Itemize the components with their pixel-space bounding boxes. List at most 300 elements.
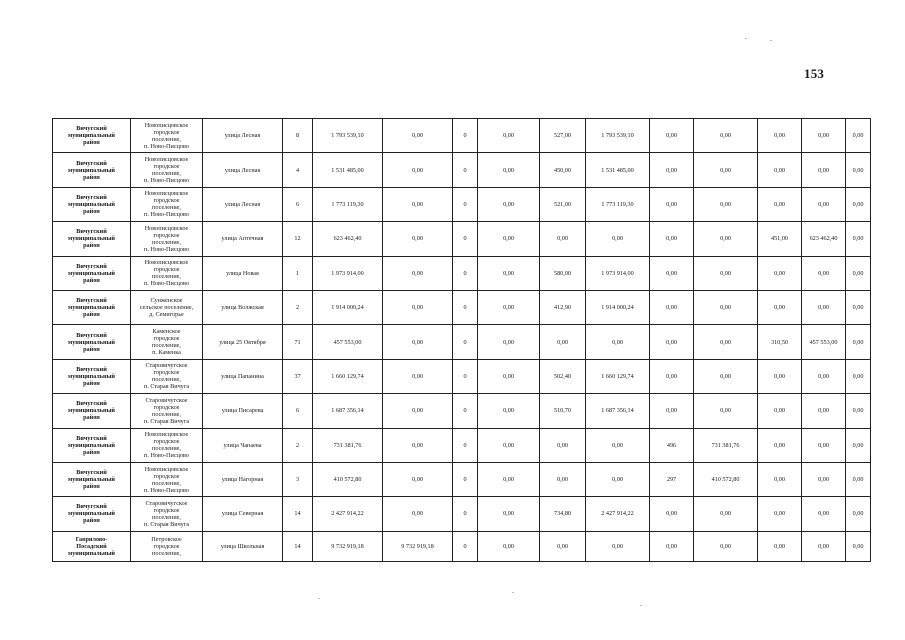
value-cell-c3: 0 (453, 290, 478, 324)
house-number-cell: 1 (283, 256, 313, 290)
street-cell: улица Аптечная (203, 222, 283, 256)
settlement-line: Старовичугское (145, 499, 188, 507)
page-number: 153 (804, 66, 825, 81)
district-line: муниципальный (68, 132, 115, 140)
district-cell (53, 222, 131, 256)
street-cell: улица Писарева (203, 394, 283, 428)
settlement-line: городское (153, 438, 180, 446)
district-line: Гаврилово- (75, 535, 108, 543)
house-number-cell: 4 (283, 153, 313, 187)
value-cell-c4: 0,00 (478, 394, 540, 428)
value-cell-c3: 0 (453, 119, 478, 153)
value-cell-c8: 0,00 (694, 497, 758, 531)
district-line: район (83, 483, 100, 491)
value-cell-c7: 297 (650, 462, 694, 496)
value-cell-c6: 1 793 539,10 (586, 119, 650, 153)
value-cell-c8: 0,00 (694, 531, 758, 561)
value-cell-c2: 0,00 (383, 256, 453, 290)
table-row (53, 290, 871, 324)
scan-speck (512, 592, 514, 593)
register-table (52, 118, 871, 562)
settlement-line: Петровское (151, 535, 182, 543)
value-cell-c11: 0,00 (846, 531, 871, 561)
table-row (53, 359, 871, 393)
value-cell-c8: 0,00 (694, 394, 758, 428)
district-line: район (83, 517, 100, 525)
house-number-cell: 14 (283, 531, 313, 561)
settlement-line: п. Каменка (152, 349, 181, 357)
scan-speck (770, 40, 772, 41)
value-cell-c10: 0,00 (802, 462, 846, 496)
value-cell-c1: 1 660 129,74 (313, 359, 383, 393)
settlement-line: городское (153, 266, 180, 274)
value-cell-c6: 1 660 129,74 (586, 359, 650, 393)
settlement-line: поселение, (152, 513, 181, 521)
value-cell-c3: 0 (453, 428, 478, 462)
value-cell-c2: 0,00 (383, 462, 453, 496)
value-cell-c1: 410 572,80 (313, 462, 383, 496)
settlement-line: городское (153, 335, 180, 343)
district-line: район (83, 242, 100, 250)
value-cell-c4: 0,00 (478, 153, 540, 187)
value-cell-c5: 521,00 (540, 187, 586, 221)
table-row (53, 222, 871, 256)
settlement-line: поселение, (152, 376, 181, 384)
value-cell-c8: 0,00 (694, 119, 758, 153)
value-cell-c11: 0,00 (846, 256, 871, 290)
street-cell: улица Школьная (203, 531, 283, 561)
settlement-line: д. Семигорье (149, 311, 184, 319)
district-line: муниципальный (68, 372, 115, 380)
value-cell-c10: 0,00 (802, 290, 846, 324)
value-cell-c10: 0,00 (802, 394, 846, 428)
value-cell-c11: 0,00 (846, 290, 871, 324)
value-cell-c6: 2 427 914,22 (586, 497, 650, 531)
value-cell-c1: 457 553,00 (313, 325, 383, 359)
settlement-line: Новописцовское (144, 156, 189, 164)
district-line: Вичугский (76, 159, 107, 167)
value-cell-c5: 450,00 (540, 153, 586, 187)
house-number-cell: 6 (283, 187, 313, 221)
value-cell-c4: 0,00 (478, 222, 540, 256)
value-cell-c9: 0,00 (758, 428, 802, 462)
value-cell-c11: 0,00 (846, 119, 871, 153)
value-cell-c11: 0,00 (846, 153, 871, 187)
table-row (53, 256, 871, 290)
value-cell-c9: 0,00 (758, 394, 802, 428)
value-cell-c6: 1 914 000,24 (586, 290, 650, 324)
district-line: Посадский (76, 542, 107, 550)
district-cell (53, 462, 131, 496)
value-cell-c6: 0,00 (586, 325, 650, 359)
settlement-line: поселение, (152, 135, 181, 143)
value-cell-c9: 0,00 (758, 290, 802, 324)
value-cell-c5: 412,90 (540, 290, 586, 324)
district-line: Вичугский (76, 365, 107, 373)
value-cell-c1: 1 973 914,00 (313, 256, 383, 290)
value-cell-c7: 496 (650, 428, 694, 462)
value-cell-c10: 0,00 (802, 359, 846, 393)
settlement-line: городское (153, 231, 180, 239)
settlement-line: поселение, (152, 549, 181, 557)
district-cell (53, 119, 131, 153)
district-line: муниципальный (68, 200, 115, 208)
settlement-line: поселение, (152, 445, 181, 453)
district-line: Вичугский (76, 297, 107, 305)
district-line: район (83, 311, 100, 319)
settlement-line: п. Старая Вичуга (143, 417, 190, 425)
settlement-line: городское (153, 472, 180, 480)
value-cell-c10: 0,00 (802, 531, 846, 561)
value-cell-c6: 0,00 (586, 531, 650, 561)
value-cell-c8: 410 572,80 (694, 462, 758, 496)
settlement-cell (131, 187, 203, 221)
value-cell-c8: 0,00 (694, 222, 758, 256)
settlement-line: Старовичугское (145, 362, 188, 370)
value-cell-c5: 527,00 (540, 119, 586, 153)
value-cell-c6: 0,00 (586, 462, 650, 496)
street-cell: улица Лесная (203, 119, 283, 153)
table-row (53, 531, 871, 561)
settlement-line: городское (153, 506, 180, 514)
settlement-cell (131, 359, 203, 393)
settlement-line: городское (153, 128, 180, 136)
settlement-cell (131, 325, 203, 359)
street-cell: улица Чапаева (203, 428, 283, 462)
district-line: Вичугский (76, 262, 107, 270)
value-cell-c10: 0,00 (802, 256, 846, 290)
settlement-line: поселение, (152, 204, 181, 212)
value-cell-c2: 0,00 (383, 325, 453, 359)
value-cell-c2: 0,00 (383, 290, 453, 324)
value-cell-c1: 1 793 539,10 (313, 119, 383, 153)
district-cell (53, 153, 131, 187)
value-cell-c9: 451,00 (758, 222, 802, 256)
value-cell-c7: 0,00 (650, 325, 694, 359)
value-cell-c9: 0,00 (758, 187, 802, 221)
value-cell-c3: 0 (453, 256, 478, 290)
settlement-line: Новописцовское (144, 465, 189, 473)
house-number-cell: 3 (283, 462, 313, 496)
district-cell (53, 359, 131, 393)
value-cell-c4: 0,00 (478, 428, 540, 462)
district-cell (53, 497, 131, 531)
settlement-cell (131, 222, 203, 256)
district-line: район (83, 345, 100, 353)
value-cell-c4: 0,00 (478, 187, 540, 221)
settlement-line: п. Старая Вичуга (143, 383, 190, 391)
table-row (53, 428, 871, 462)
district-cell (53, 428, 131, 462)
settlement-line: поселение, (152, 238, 181, 246)
value-cell-c8: 0,00 (694, 187, 758, 221)
district-cell (53, 290, 131, 324)
value-cell-c8: 0,00 (694, 256, 758, 290)
district-line: Вичугский (76, 228, 107, 236)
district-line: муниципальный (68, 549, 115, 557)
value-cell-c9: 0,00 (758, 497, 802, 531)
district-line: район (83, 139, 100, 147)
value-cell-c4: 0,00 (478, 359, 540, 393)
settlement-line: п. Ново-Писцово (144, 280, 189, 288)
district-cell (53, 256, 131, 290)
value-cell-c6: 1 973 914,00 (586, 256, 650, 290)
district-cell (53, 531, 131, 561)
table-row (53, 187, 871, 221)
settlement-line: поселение, (152, 273, 181, 281)
value-cell-c4: 0,00 (478, 290, 540, 324)
settlement-cell (131, 153, 203, 187)
district-line: муниципальный (68, 476, 115, 484)
district-cell (53, 325, 131, 359)
settlement-line: п. Старая Вичуга (143, 520, 190, 528)
value-cell-c7: 0,00 (650, 256, 694, 290)
value-cell-c9: 310,50 (758, 325, 802, 359)
value-cell-c7: 0,00 (650, 187, 694, 221)
district-line: муниципальный (68, 441, 115, 449)
value-cell-c3: 0 (453, 325, 478, 359)
value-cell-c5: 0,00 (540, 462, 586, 496)
settlement-line: Новописцовское (144, 224, 189, 232)
settlement-cell (131, 428, 203, 462)
table-row (53, 462, 871, 496)
value-cell-c11: 0,00 (846, 497, 871, 531)
value-cell-c2: 0,00 (383, 222, 453, 256)
district-line: Вичугский (76, 400, 107, 408)
settlement-line: городское (153, 163, 180, 171)
settlement-line: Новописцовское (144, 259, 189, 267)
value-cell-c10: 0,00 (802, 187, 846, 221)
value-cell-c3: 0 (453, 187, 478, 221)
value-cell-c5: 0,00 (540, 222, 586, 256)
value-cell-c6: 0,00 (586, 428, 650, 462)
value-cell-c3: 0 (453, 531, 478, 561)
house-number-cell: 2 (283, 290, 313, 324)
district-line: муниципальный (68, 304, 115, 312)
table-row (53, 394, 871, 428)
value-cell-c7: 0,00 (650, 119, 694, 153)
house-number-cell: 12 (283, 222, 313, 256)
district-line: муниципальный (68, 510, 115, 518)
street-cell: улица 25 Октября (203, 325, 283, 359)
settlement-line: городское (153, 542, 180, 550)
value-cell-c1: 623 462,40 (313, 222, 383, 256)
value-cell-c5: 510,70 (540, 394, 586, 428)
value-cell-c6: 0,00 (586, 222, 650, 256)
settlement-line: городское (153, 369, 180, 377)
house-number-cell: 37 (283, 359, 313, 393)
value-cell-c9: 0,00 (758, 153, 802, 187)
settlement-cell (131, 290, 203, 324)
value-cell-c3: 0 (453, 153, 478, 187)
settlement-line: поселение, (152, 410, 181, 418)
value-cell-c3: 0 (453, 462, 478, 496)
value-cell-c7: 0,00 (650, 531, 694, 561)
value-cell-c11: 0,00 (846, 428, 871, 462)
district-line: муниципальный (68, 407, 115, 415)
table-row (53, 325, 871, 359)
district-line: Вичугский (76, 469, 107, 477)
value-cell-c2: 0,00 (383, 428, 453, 462)
value-cell-c1: 1 687 356,14 (313, 394, 383, 428)
district-line: муниципальный (68, 166, 115, 174)
value-cell-c11: 0,00 (846, 394, 871, 428)
value-cell-c5: 734,80 (540, 497, 586, 531)
district-line: район (83, 379, 100, 387)
settlement-cell (131, 119, 203, 153)
value-cell-c3: 0 (453, 394, 478, 428)
value-cell-c10: 0,00 (802, 119, 846, 153)
street-cell: улица Нагорная (203, 462, 283, 496)
table-row (53, 497, 871, 531)
value-cell-c7: 0,00 (650, 497, 694, 531)
street-cell: улица Лесная (203, 153, 283, 187)
settlement-cell (131, 394, 203, 428)
street-cell: улица Лесная (203, 187, 283, 221)
district-line: район (83, 276, 100, 284)
value-cell-c1: 731 381,76 (313, 428, 383, 462)
district-line: муниципальный (68, 235, 115, 243)
value-cell-c1: 2 427 914,22 (313, 497, 383, 531)
district-line: район (83, 448, 100, 456)
value-cell-c11: 0,00 (846, 187, 871, 221)
district-line: район (83, 173, 100, 181)
value-cell-c5: 580,00 (540, 256, 586, 290)
value-cell-c2: 9 732 919,18 (383, 531, 453, 561)
value-cell-c10: 0,00 (802, 497, 846, 531)
value-cell-c6: 1 531 485,00 (586, 153, 650, 187)
value-cell-c11: 0,00 (846, 325, 871, 359)
house-number-cell: 6 (283, 394, 313, 428)
value-cell-c10: 0,00 (802, 153, 846, 187)
value-cell-c10: 623 462,40 (802, 222, 846, 256)
value-cell-c4: 0,00 (478, 256, 540, 290)
house-number-cell: 8 (283, 119, 313, 153)
settlement-cell (131, 497, 203, 531)
settlement-line: п. Ново-Писцово (144, 245, 189, 253)
table-row (53, 119, 871, 153)
value-cell-c5: 0,00 (540, 428, 586, 462)
settlement-line: поселение, (152, 479, 181, 487)
value-cell-c11: 0,00 (846, 222, 871, 256)
settlement-cell (131, 256, 203, 290)
value-cell-c8: 731 381,76 (694, 428, 758, 462)
value-cell-c4: 0,00 (478, 325, 540, 359)
value-cell-c2: 0,00 (383, 119, 453, 153)
value-cell-c7: 0,00 (650, 290, 694, 324)
settlement-line: городское (153, 403, 180, 411)
value-cell-c1: 1 773 119,30 (313, 187, 383, 221)
value-cell-c3: 0 (453, 497, 478, 531)
district-line: Вичугский (76, 503, 107, 511)
settlement-line: поселение, (152, 170, 181, 178)
district-line: район (83, 207, 100, 215)
value-cell-c7: 0,00 (650, 222, 694, 256)
value-cell-c2: 0,00 (383, 359, 453, 393)
settlement-line: сельское поселение, (139, 304, 194, 312)
value-cell-c8: 0,00 (694, 325, 758, 359)
value-cell-c8: 0,00 (694, 359, 758, 393)
settlement-line: п. Ново-Писцово (144, 452, 189, 460)
house-number-cell: 2 (283, 428, 313, 462)
street-cell: улица Папанина (203, 359, 283, 393)
settlement-line: п. Ново-Писцово (144, 486, 189, 494)
district-cell (53, 187, 131, 221)
value-cell-c1: 1 531 485,00 (313, 153, 383, 187)
value-cell-c4: 0,00 (478, 497, 540, 531)
value-cell-c11: 0,00 (846, 462, 871, 496)
settlement-line: п. Ново-Писцово (144, 211, 189, 219)
settlement-line: городское (153, 197, 180, 205)
district-line: муниципальный (68, 338, 115, 346)
value-cell-c7: 0,00 (650, 394, 694, 428)
value-cell-c11: 0,00 (846, 359, 871, 393)
value-cell-c9: 0,00 (758, 256, 802, 290)
settlement-cell (131, 531, 203, 561)
street-cell: улица Волжская (203, 290, 283, 324)
district-line: Вичугский (76, 125, 107, 133)
scan-speck (640, 605, 642, 606)
district-line: муниципальный (68, 269, 115, 277)
value-cell-c4: 0,00 (478, 462, 540, 496)
value-cell-c3: 0 (453, 359, 478, 393)
district-line: район (83, 414, 100, 422)
district-line: Вичугский (76, 193, 107, 201)
settlement-line: Каменское (152, 328, 181, 336)
district-line: Вичугский (76, 434, 107, 442)
scan-speck (745, 38, 747, 39)
street-cell: улица Северная (203, 497, 283, 531)
value-cell-c8: 0,00 (694, 153, 758, 187)
value-cell-c3: 0 (453, 222, 478, 256)
settlement-cell (131, 462, 203, 496)
settlement-line: п. Ново-Писцово (144, 177, 189, 185)
value-cell-c10: 0,00 (802, 428, 846, 462)
house-number-cell: 71 (283, 325, 313, 359)
value-cell-c8: 0,00 (694, 290, 758, 324)
value-cell-c1: 1 914 000,24 (313, 290, 383, 324)
street-cell: улица Новая (203, 256, 283, 290)
settlement-line: Сунженское (150, 297, 183, 305)
value-cell-c2: 0,00 (383, 497, 453, 531)
district-cell (53, 394, 131, 428)
settlement-line: Старовичугское (145, 396, 188, 404)
value-cell-c2: 0,00 (383, 187, 453, 221)
value-cell-c9: 0,00 (758, 119, 802, 153)
value-cell-c7: 0,00 (650, 359, 694, 393)
value-cell-c9: 0,00 (758, 359, 802, 393)
value-cell-c5: 502,40 (540, 359, 586, 393)
value-cell-c6: 1 687 356,14 (586, 394, 650, 428)
value-cell-c4: 0,00 (478, 531, 540, 561)
settlement-line: Новописцовское (144, 121, 189, 129)
value-cell-c5: 0,00 (540, 531, 586, 561)
settlement-line: поселение, (152, 342, 181, 350)
value-cell-c5: 0,00 (540, 325, 586, 359)
scan-speck (318, 598, 320, 599)
house-number-cell: 14 (283, 497, 313, 531)
value-cell-c2: 0,00 (383, 153, 453, 187)
value-cell-c4: 0,00 (478, 119, 540, 153)
value-cell-c7: 0,00 (650, 153, 694, 187)
district-line: Вичугский (76, 331, 107, 339)
settlement-line: Новописцовское (144, 431, 189, 439)
value-cell-c10: 457 553,00 (802, 325, 846, 359)
settlement-line: Новописцовское (144, 190, 189, 198)
value-cell-c9: 0,00 (758, 462, 802, 496)
value-cell-c2: 0,00 (383, 394, 453, 428)
value-cell-c6: 1 773 119,30 (586, 187, 650, 221)
